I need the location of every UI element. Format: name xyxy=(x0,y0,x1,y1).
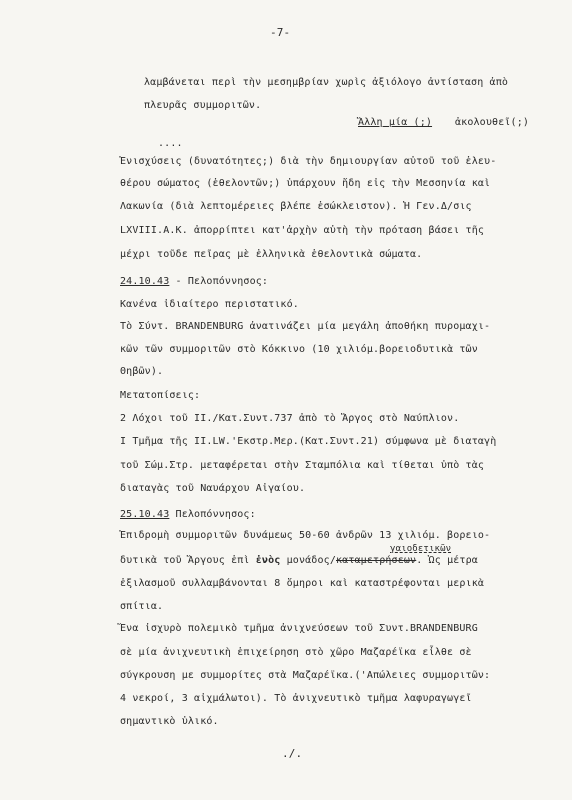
struck-word: καταμετρήσεων xyxy=(336,555,417,566)
text-line: μέχρι τοῦδε πεῖρας μὲ ἑλληνικὰ ἐθελοντικὰ σώματα. xyxy=(120,249,423,260)
text-line: θέρου σώματος (ἐθελοντῶν;) ὑπάρχουν ἤδη εἰς τὴν Μεσσηνία καὶ xyxy=(120,178,491,189)
text-segment: δυτικὰ τοῦ Ἄργους ἐπὶ xyxy=(120,555,256,566)
text-line: λαμβάνεται περὶ τὴν μεσημβρίαν χωρὶς ἀξιόλογο ἀντίσταση ἀπὸ xyxy=(144,77,509,88)
text-line: I Τμῆμα τῆς II.LW.'Εκστρ.Μερ.(Κατ.Συντ.21) σύμφωνα μὲ διαταγὴ xyxy=(120,436,497,447)
text-line: πλευρᾶς συμμοριτῶν. xyxy=(144,100,262,111)
date-heading xyxy=(120,509,256,521)
text-line: LXVIII.Α.Κ. ἀπορρίπτει κατ'ἀρχὴν αὐτὴ τὴν πρόταση βάσει τῆς xyxy=(120,225,485,236)
text-line: Τὸ Σύντ. BRANDENBURG ἀνατινάζει μία μεγάλη ἀποθήκη πυρομαχι- xyxy=(120,321,491,332)
text-line: Μετατοπίσεις: xyxy=(120,390,201,401)
text-line: ἀκολουθεῖ(;) xyxy=(455,117,530,128)
region-label: - Πελοπόννησος: xyxy=(169,276,269,287)
page-number: -7- xyxy=(270,26,291,39)
text-segment: . Ὡς μέτρα xyxy=(416,555,478,566)
date: 25.10.43 xyxy=(120,509,170,520)
text-line: σὲ μία ἀνιχνευτικὴ ἐπιχείρηση στὸ χῶρο Μαζαρέϊκα εἶλθε σὲ xyxy=(120,647,472,658)
text-line xyxy=(120,555,478,567)
text-line: τοῦ Σώμ.Στρ. μεταφέρεται στὴν Σταμπόλια καὶ τίθεται ὑπὸ τὰς xyxy=(120,460,485,471)
overtyped-word: ἐνὸς xyxy=(255,555,281,566)
continuation-mark: ./. xyxy=(282,747,303,760)
text-line: Ἐνισχύσεις (δυνατότητες;) διὰ τὴν δημιουργίαν αὐτοῦ τοῦ ἐλευ- xyxy=(120,156,497,167)
ellipsis-line: .... xyxy=(158,138,183,149)
text-line: Ἕνα ἰσχυρὸ πολεμικὸ τμῆμα ἀνιχνεύσεων τοῦ Συντ.BRANDENBURG xyxy=(120,623,478,634)
text-line: διαταγὰς τοῦ Ναυάρχου Αἰγαίου. xyxy=(120,483,306,494)
text-line: Θηβῶν). xyxy=(120,366,164,377)
text-line: σημαντικὸ ὑλικό. xyxy=(120,716,219,727)
text-line: Κανένα ἰδιαίτερο περιστατικό. xyxy=(120,299,299,310)
text-line: κῶν τῶν συμμοριτῶν στὸ Κόκκινο (10 χιλιόμ.βορειοδυτικὰ τῶν xyxy=(120,344,478,355)
text-line: Λακωνία (διὰ λεπτομέρειες βλέπε ἐσώκλειστον). Ἡ Γεν.Δ/σις xyxy=(120,201,472,212)
text-line-underlined: Ἄλλη μία (;) xyxy=(358,117,433,128)
date: 24.10.43 xyxy=(120,276,170,287)
handwritten-insertion: γαιοδετικῶν xyxy=(390,544,452,554)
text-line: 2 Λόχοι τοῦ II./Κατ.Συντ.737 ἀπὸ τὸ Ἄργος στὸ Ναύπλιον. xyxy=(120,413,460,424)
text-line: σύγκρουση με συμμορίτες στὰ Μαζαρέϊκα.('Απώλειες συμμοριτῶν: xyxy=(120,670,491,681)
text-line: 4 νεκροί, 3 αἰχμάλωτοι). Τὸ ἀνιχνευτικὸ τμῆμα λαφυραγωγεῖ xyxy=(120,693,472,704)
text-line: ἐξιλασμοῦ συλλαμβάνονται 8 ὅμηροι καὶ καταστρέφονται μερικὰ xyxy=(120,578,485,589)
text-segment: μονάδος/ xyxy=(280,555,336,566)
text-line: Ἐπιδρομὴ συμμοριτῶν δυνάμεως 50-60 ἀνδρῶν 13 χιλιόμ. βορειο- xyxy=(120,530,491,541)
text-line: σπίτια. xyxy=(120,601,164,612)
date-heading xyxy=(120,276,268,288)
region-label: Πελοπόννησος: xyxy=(169,509,256,520)
